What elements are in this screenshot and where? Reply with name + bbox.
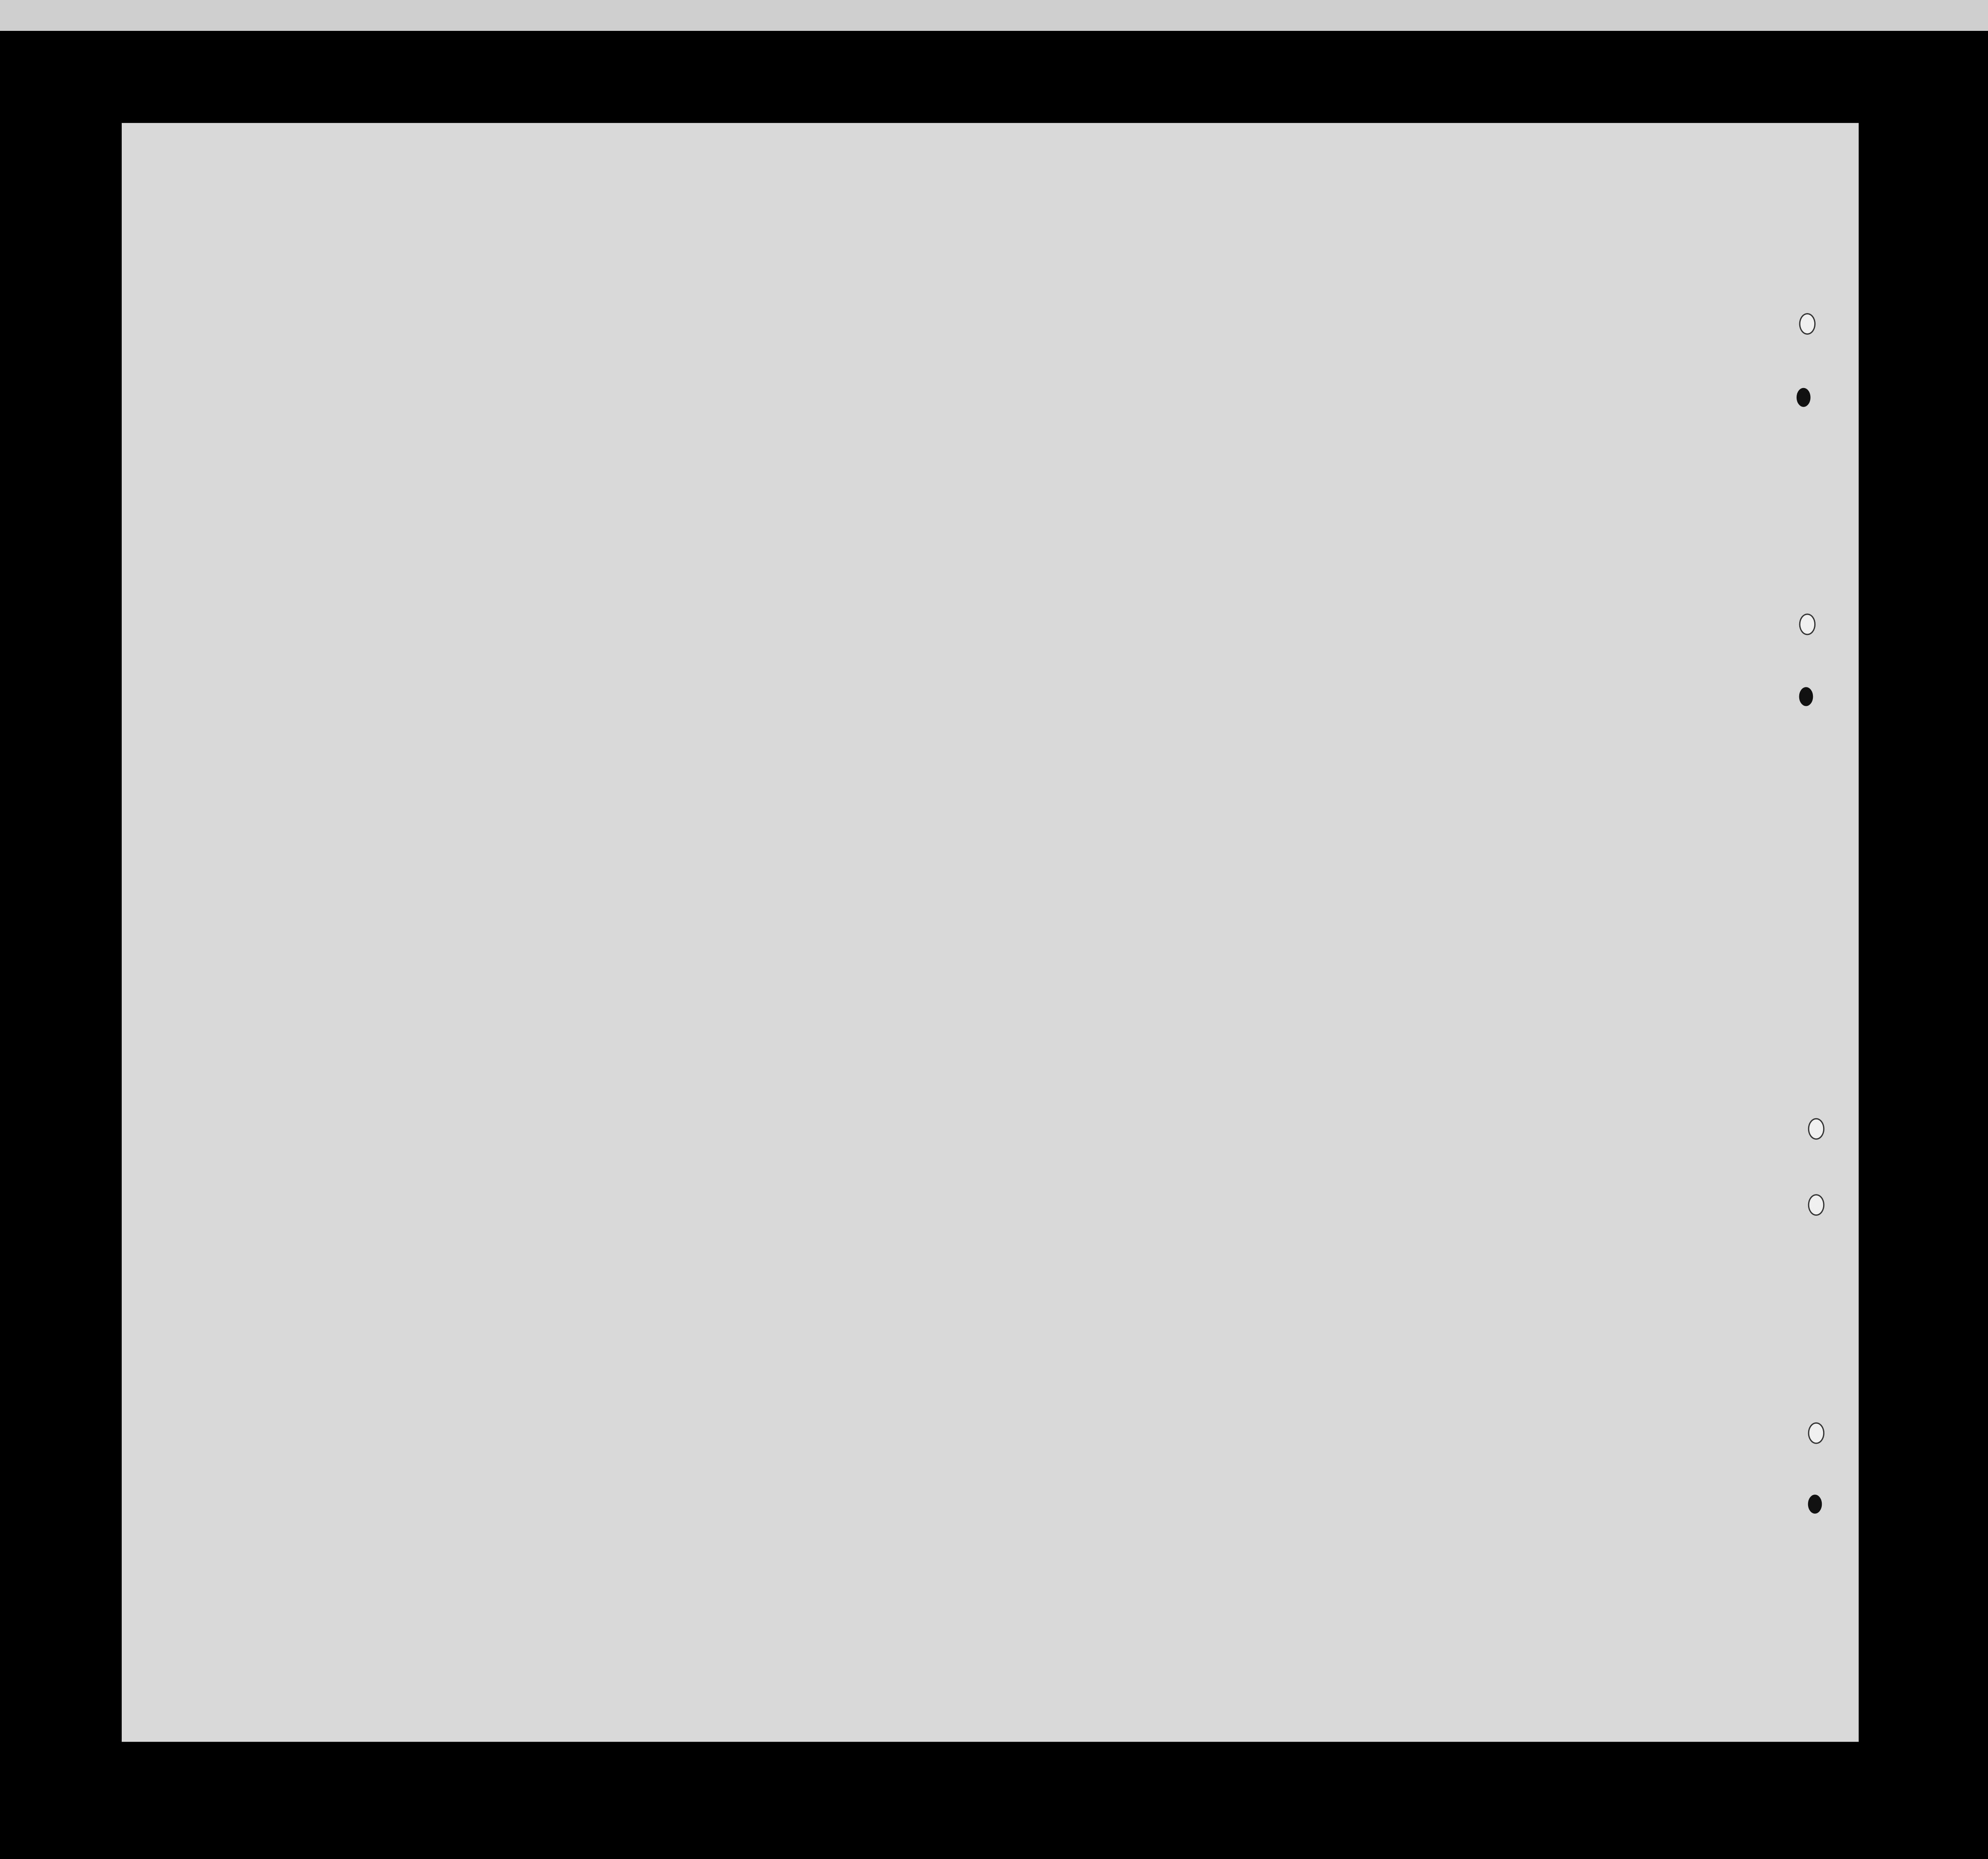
binder-hole: [1808, 1422, 1824, 1444]
binder-hole: [1808, 1194, 1824, 1216]
table-grid: [122, 123, 1859, 1742]
binder-hole: [1799, 313, 1816, 335]
binder-hole: [1799, 614, 1816, 635]
binder-hole: [1799, 687, 1813, 706]
binder-hole: [1808, 1495, 1822, 1514]
binder-hole: [1797, 388, 1811, 407]
binder-hole: [1808, 1118, 1824, 1140]
manifest-sheet: [122, 123, 1859, 1742]
